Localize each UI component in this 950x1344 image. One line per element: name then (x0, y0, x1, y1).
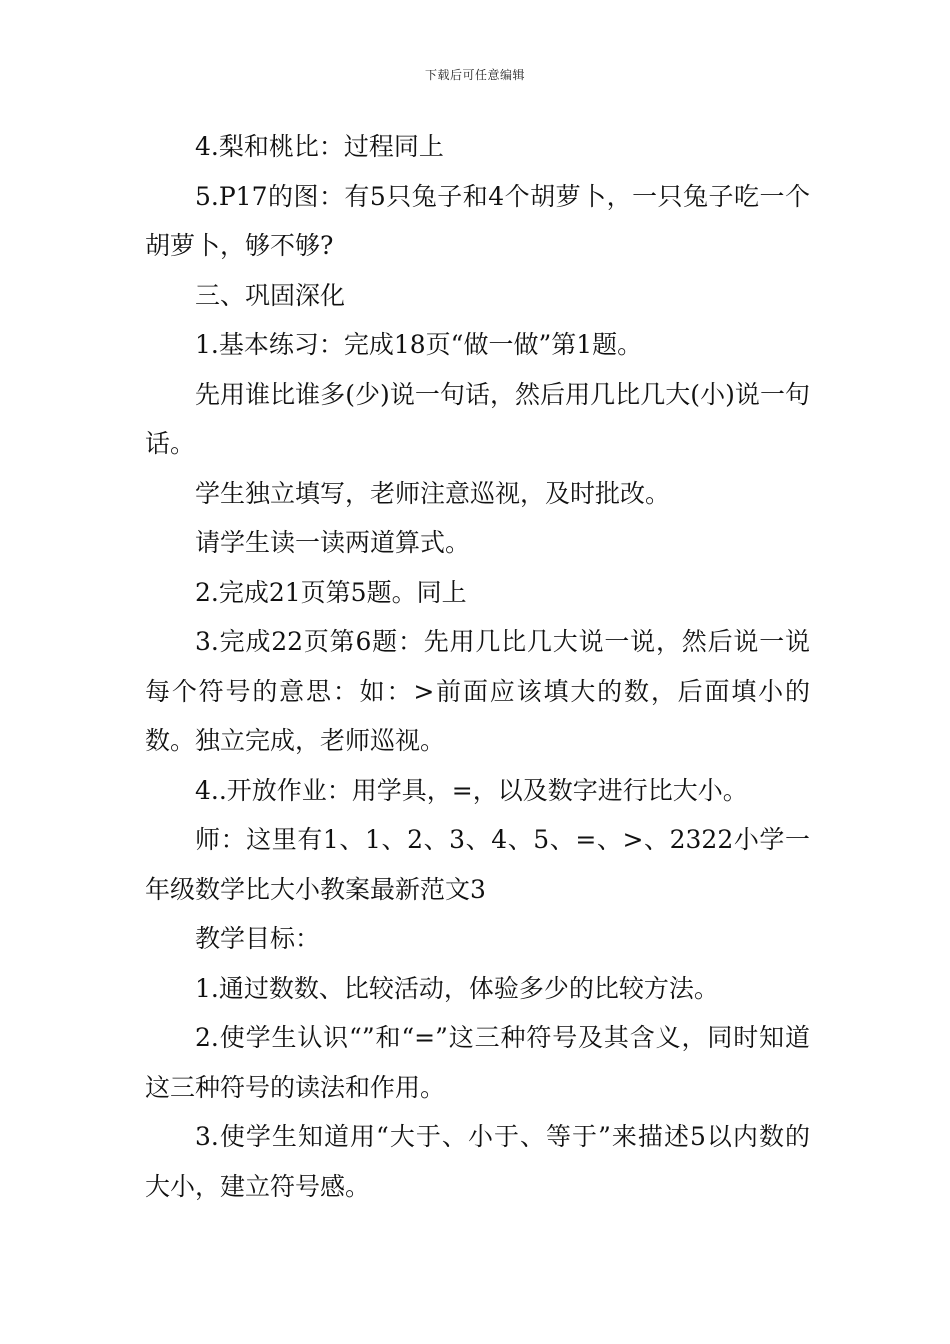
paragraph-8: 2.完成21页第5题。同上 (195, 577, 467, 607)
paragraph-5: 先用谁比谁多(少)说一句话，然后用几比几大(小)说一句话。 (145, 379, 810, 458)
paragraph-2: 5.P17的图：有5只兔子和4个胡萝卜，一只兔子吃一个胡萝卜，够不够? (145, 181, 810, 260)
paragraph-11: 师：这里有1、1、2、3、4、5、=、>、2322小学一年级数学比大小教案最新范文3 (145, 825, 810, 904)
document-body (145, 122, 810, 1211)
teaching-goals-heading: 教学目标： (195, 924, 321, 953)
page-header: 下载后可任意编辑 (424, 68, 525, 82)
paragraph-1: 4.梨和桃比：过程同上 (195, 132, 444, 161)
paragraph-15: 3.使学生知道用“大于、小于、等于”来描述5以内数的大小，建立符号感。 (145, 1122, 810, 1201)
section-heading: 三、巩固深化 (195, 280, 346, 310)
paragraph-7: 请学生读一读两道算式。 (195, 528, 471, 557)
paragraph-6: 学生独立填写，老师注意巡视，及时批改。 (195, 478, 671, 508)
paragraph-13: 1.通过数数、比较活动，体验多少的比较方法。 (195, 973, 719, 1003)
paragraph-4: 1.基本练习：完成18页“做一做”第1题。 (195, 330, 643, 359)
paragraph-9: 3.完成22页第6题：先用几比几大说一说，然后说一说每个符号的意思：如：>前面应该填大的数，后面填小的数。独立完成，老师巡视。 (145, 627, 810, 755)
paragraph-10: 4..开放作业：用学具，=，以及数字进行比大小。 (195, 775, 748, 805)
paragraph-14: 2.使学生认识“”和“=”这三种符号及其含义，同时知道这三种符号的读法和作用。 (145, 1023, 810, 1102)
